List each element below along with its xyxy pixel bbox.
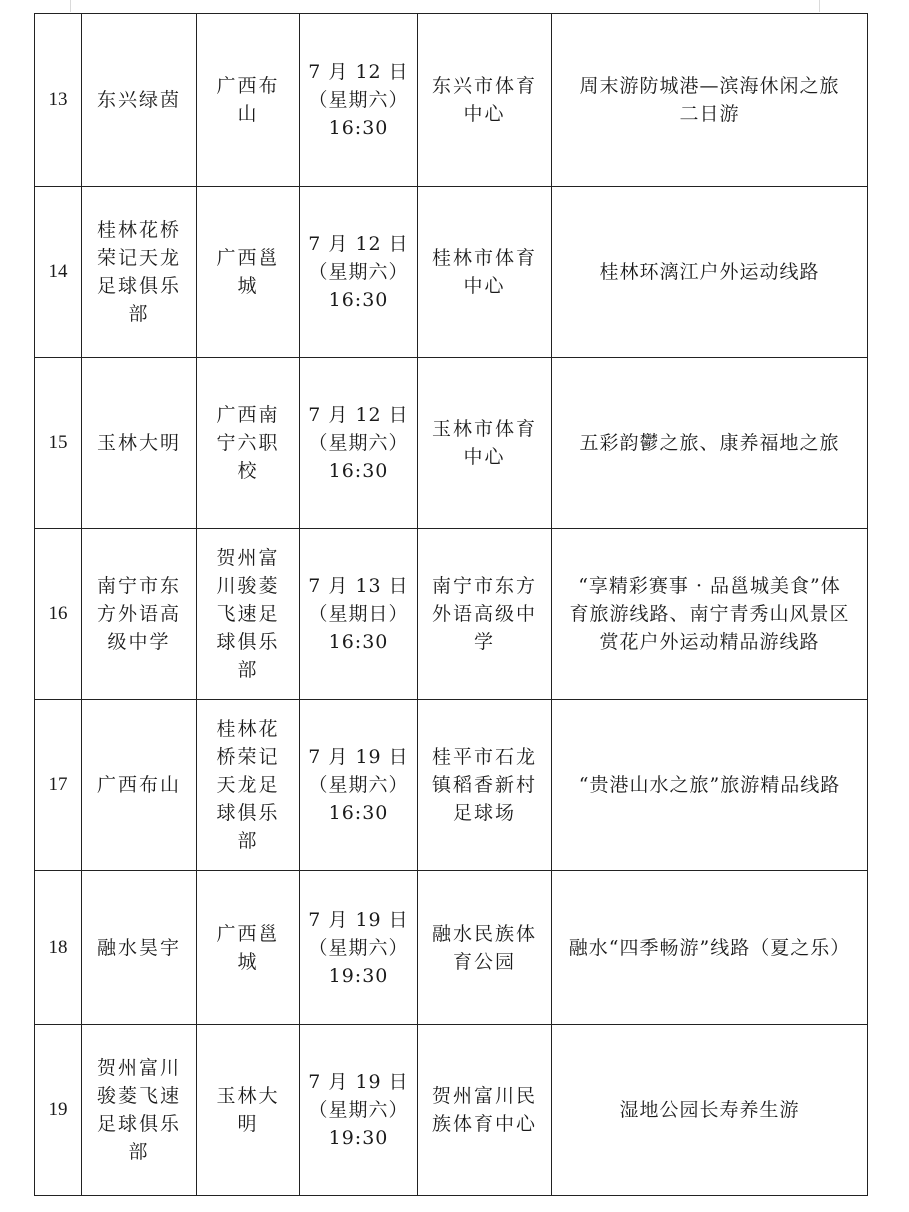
tour-route: 融水“四季畅游”线路（夏之乐） (552, 871, 868, 1025)
away-team: 玉林大 明 (197, 1025, 300, 1196)
away-team: 贺州富 川骏菱 飞速足 球俱乐 部 (197, 529, 300, 700)
away-team: 广西邕 城 (197, 187, 300, 358)
table-row (35, 529, 868, 700)
away-team: 广西邕 城 (197, 871, 300, 1025)
match-time: 7 月 19 日 （星期六） 19:30 (300, 871, 418, 1025)
table-row (35, 187, 868, 358)
table-row (35, 14, 868, 187)
home-team: 东兴绿茵 (82, 14, 197, 187)
table-row (35, 871, 868, 1025)
match-number: 13 (35, 14, 82, 187)
away-team: 桂林花 桥荣记 天龙足 球俱乐 部 (197, 700, 300, 871)
venue: 桂平市石龙 镇稻香新村 足球场 (418, 700, 552, 871)
tour-route: 湿地公园长寿养生游 (552, 1025, 868, 1196)
venue: 融水民族体 育公园 (418, 871, 552, 1025)
match-number: 18 (35, 871, 82, 1025)
home-team: 玉林大明 (82, 358, 197, 529)
venue: 贺州富川民 族体育中心 (418, 1025, 552, 1196)
tour-route: 五彩韵鬱之旅、康养福地之旅 (552, 358, 868, 529)
venue: 南宁市东方 外语高级中 学 (418, 529, 552, 700)
match-time: 7 月 13 日 （星期日） 16:30 (300, 529, 418, 700)
match-schedule-table (34, 13, 868, 1196)
venue: 东兴市体育 中心 (418, 14, 552, 187)
match-time: 7 月 12 日 （星期六） 16:30 (300, 358, 418, 529)
home-team: 贺州富川 骏菱飞速 足球俱乐 部 (82, 1025, 197, 1196)
home-team: 南宁市东 方外语高 级中学 (82, 529, 197, 700)
away-team: 广西南 宁六职 校 (197, 358, 300, 529)
away-team: 广西布 山 (197, 14, 300, 187)
match-number: 15 (35, 358, 82, 529)
tour-route: 周末游防城港—滨海休闲之旅 二日游 (552, 14, 868, 187)
previous-page-edge (70, 0, 820, 12)
home-team: 融水昊宇 (82, 871, 197, 1025)
home-team: 桂林花桥 荣记天龙 足球俱乐 部 (82, 187, 197, 358)
match-number: 17 (35, 700, 82, 871)
match-time: 7 月 19 日 （星期六） 16:30 (300, 700, 418, 871)
tour-route: “享精彩赛事 · 品邕城美食”体 育旅游线路、南宁青秀山风景区 赏花户外运动精品游线路 (552, 529, 868, 700)
match-time: 7 月 12 日 （星期六） 16:30 (300, 14, 418, 187)
match-number: 14 (35, 187, 82, 358)
table-row (35, 1025, 868, 1196)
match-number: 16 (35, 529, 82, 700)
venue: 桂林市体育 中心 (418, 187, 552, 358)
tour-route: 桂林环漓江户外运动线路 (552, 187, 868, 358)
tour-route: “贵港山水之旅”旅游精品线路 (552, 700, 868, 871)
match-time: 7 月 12 日 （星期六） 16:30 (300, 187, 418, 358)
match-number: 19 (35, 1025, 82, 1196)
venue: 玉林市体育 中心 (418, 358, 552, 529)
match-time: 7 月 19 日 （星期六） 19:30 (300, 1025, 418, 1196)
home-team: 广西布山 (82, 700, 197, 871)
table-row (35, 700, 868, 871)
table-row (35, 358, 868, 529)
